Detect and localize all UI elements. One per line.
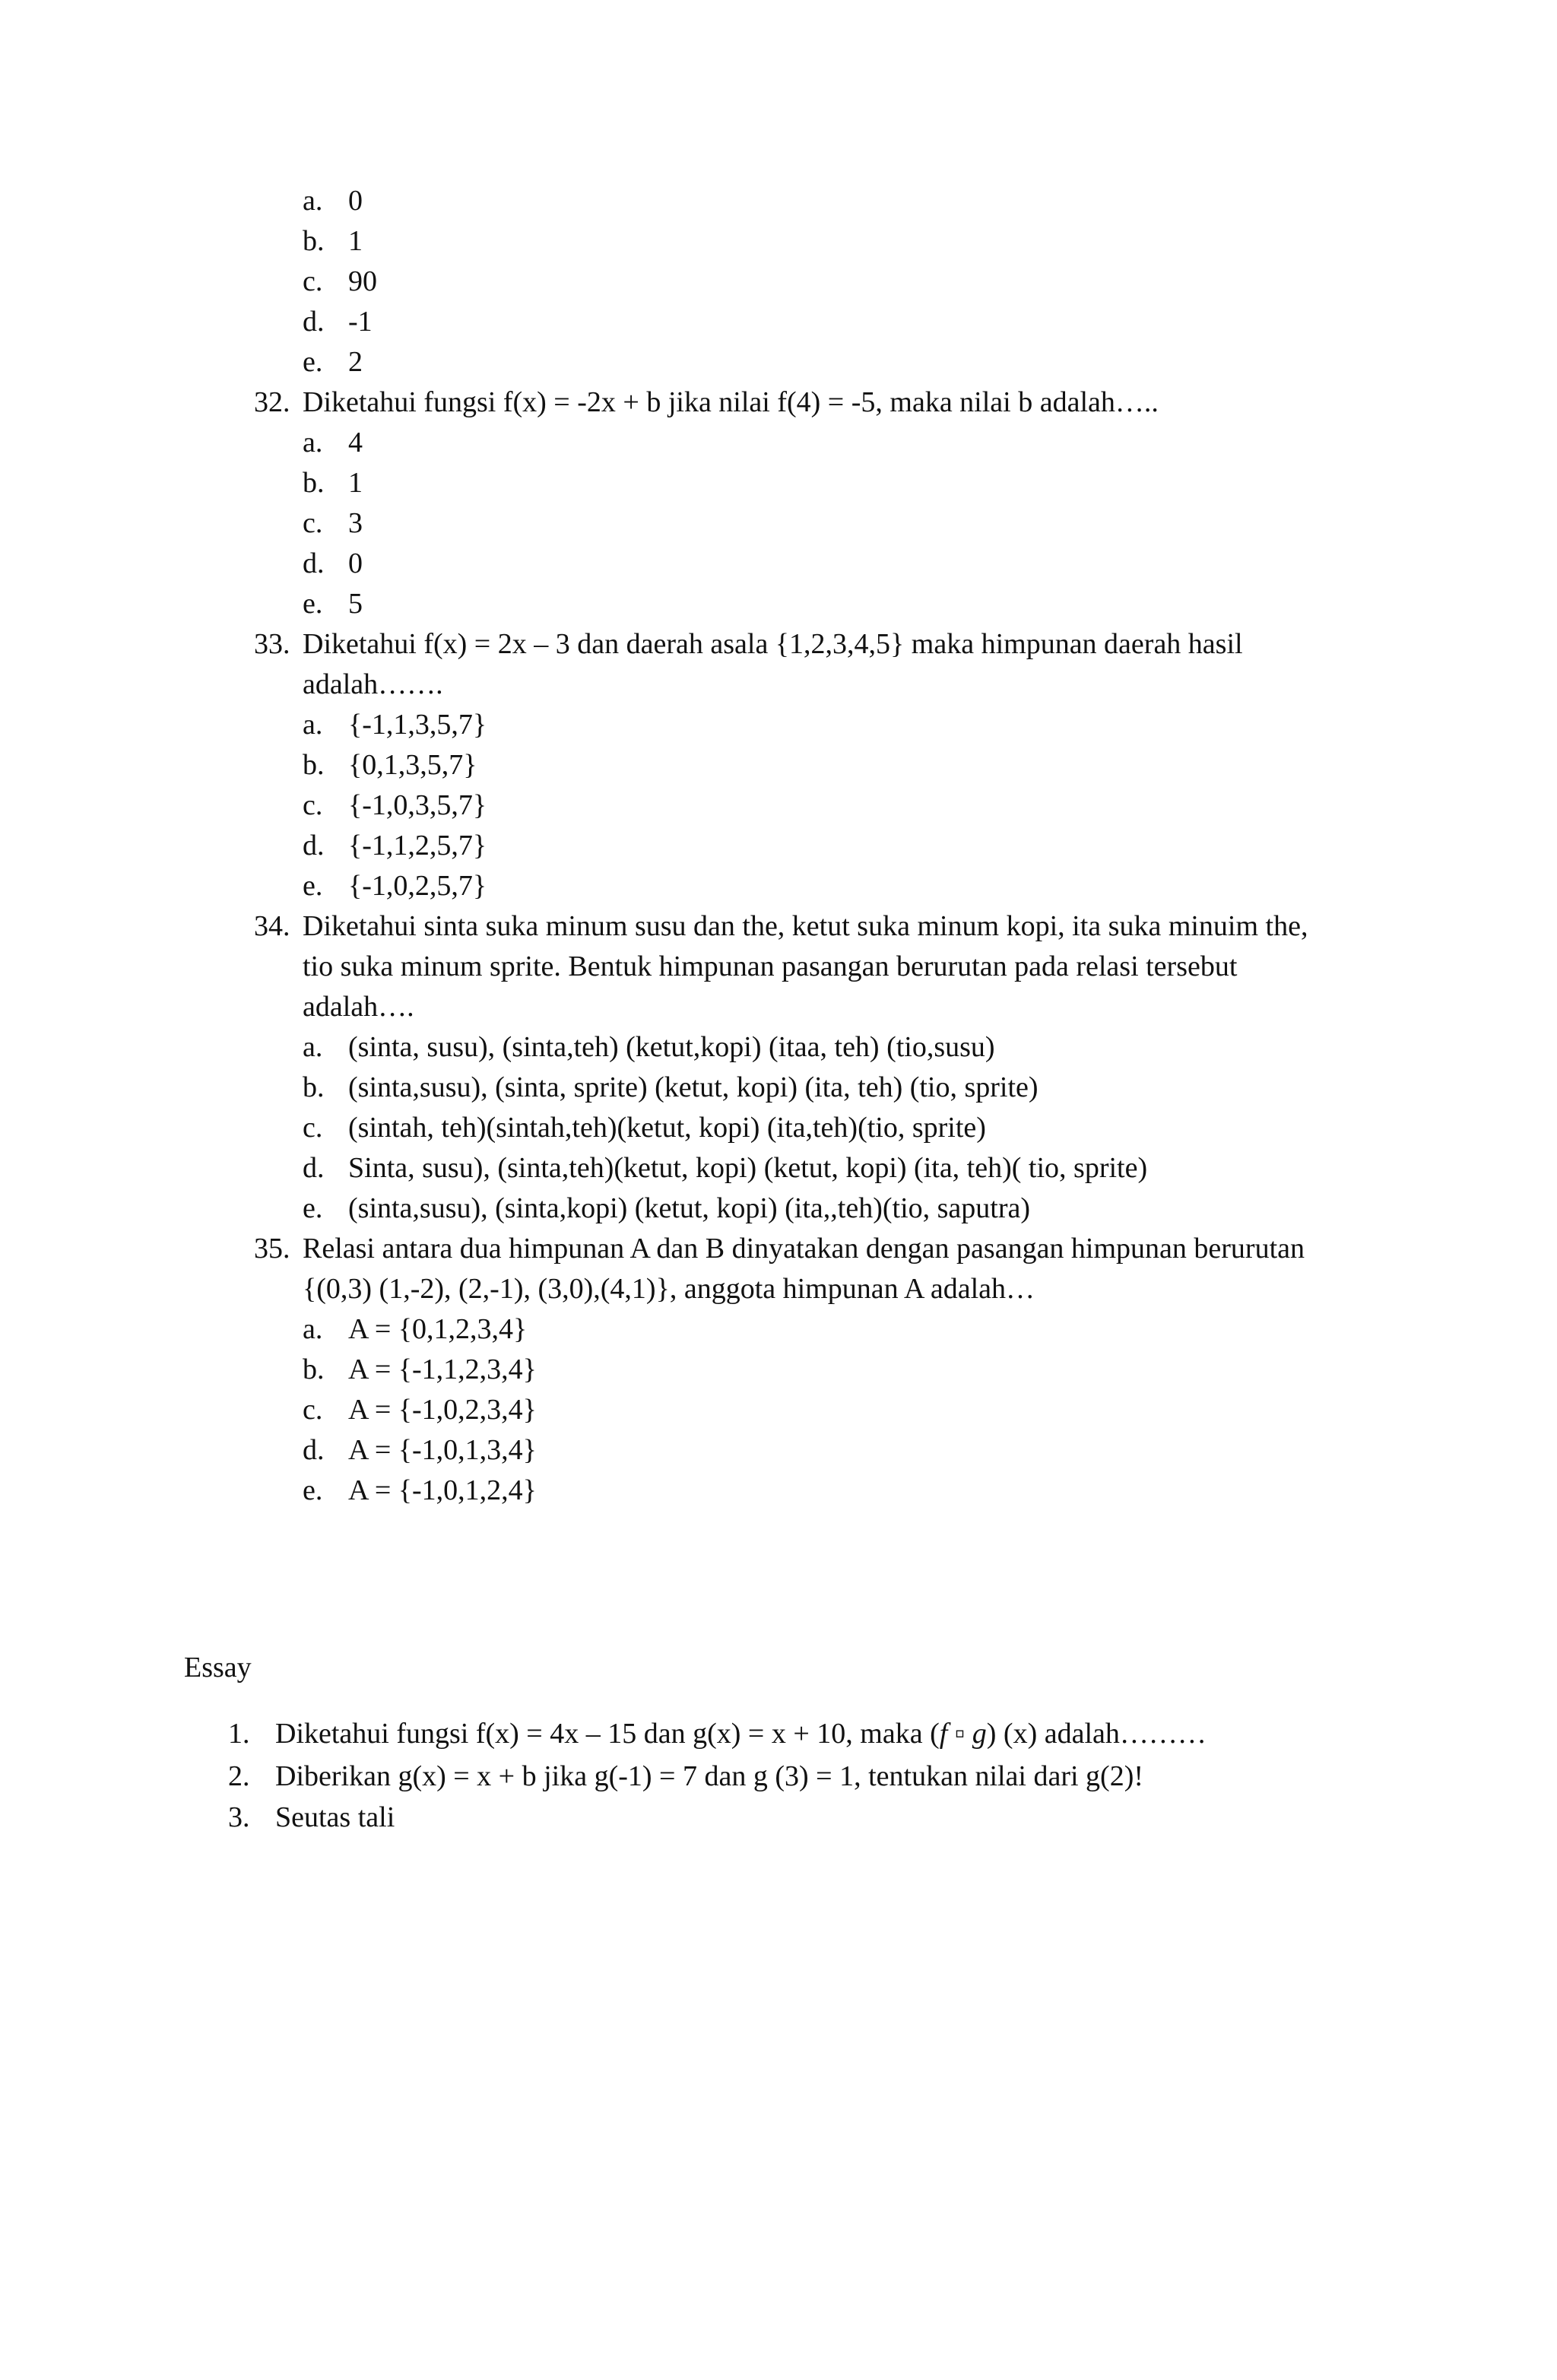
essay-text: Diberikan g(x) = x + b jika g(-1) = 7 dan g (3) = 1, tentukan nilai dari g(2)! [275, 1760, 1144, 1792]
essay-number: 2. [228, 1760, 250, 1792]
question-number: 35. [254, 1233, 290, 1265]
option-letter: c. [303, 1112, 323, 1144]
option-letter: d. [303, 830, 325, 862]
question-text: Relasi antara dua himpunan A dan B dinyatakan dengan pasangan himpunan berurutan [303, 1233, 1305, 1265]
option-text: 5 [348, 588, 363, 620]
option-letter: e. [303, 1192, 323, 1224]
question-text: Diketahui sinta suka minum susu dan the, ketut suka minum kopi, ita suka minuim the, [303, 910, 1308, 942]
option-text: Sinta, susu), (sinta,teh)(ketut, kopi) (ketut, kopi) (ita, teh)( tio, sprite) [348, 1152, 1148, 1184]
essay-text [275, 1714, 1207, 1753]
option-text: 1 [348, 225, 363, 257]
question-text: adalah……. [303, 668, 443, 700]
option-letter: c. [303, 789, 323, 821]
option-letter: e. [303, 1474, 323, 1506]
option-letter: e. [303, 870, 323, 902]
question-text: {(0,3) (1,-2), (2,-1), (3,0),(4,1)}, anggota himpunan A adalah… [303, 1273, 1035, 1305]
essay-text-post: ) (x) adalah……… [986, 1718, 1207, 1750]
option-letter: b. [303, 749, 325, 781]
option-text: 1 [348, 467, 363, 499]
option-text: 2 [348, 346, 363, 378]
question-number: 33. [254, 628, 290, 660]
option-text: (sinta,susu), (sinta,kopi) (ketut, kopi) (ita,,teh)(tio, saputra) [348, 1192, 1031, 1224]
option-text: A = {0,1,2,3,4} [348, 1313, 528, 1345]
option-letter: d. [303, 1152, 325, 1184]
option-text: A = {-1,0,1,3,4} [348, 1434, 537, 1466]
option-text: A = {-1,1,2,3,4} [348, 1353, 537, 1385]
option-letter: c. [303, 265, 323, 297]
essay-number: 1. [228, 1718, 250, 1750]
essay-text-pre: Diketahui fungsi f(x) = 4x – 15 dan g(x) = x + 10, maka ( [275, 1718, 940, 1750]
question-text: Diketahui f(x) = 2x – 3 dan daerah asala {1,2,3,4,5} maka himpunan daerah hasil [303, 628, 1243, 660]
option-letter: b. [303, 1353, 325, 1385]
option-letter: e. [303, 346, 323, 378]
function-f: f [939, 1718, 948, 1750]
option-text: 0 [348, 185, 363, 217]
option-letter: b. [303, 225, 325, 257]
option-letter: a. [303, 1031, 323, 1063]
option-text: {-1,1,3,5,7} [348, 709, 487, 741]
option-text: -1 [348, 306, 373, 338]
option-text: A = {-1,0,1,2,4} [348, 1474, 537, 1506]
option-text: 3 [348, 507, 363, 539]
option-text: {0,1,3,5,7} [348, 749, 477, 781]
option-text: {-1,0,2,5,7} [348, 870, 487, 902]
option-letter: d. [303, 547, 325, 579]
option-text: (sinta,susu), (sinta, sprite) (ketut, kopi) (ita, teh) (tio, sprite) [348, 1071, 1039, 1103]
option-text: 4 [348, 427, 363, 459]
option-letter: c. [303, 507, 323, 539]
option-text: 0 [348, 547, 363, 579]
option-letter: d. [303, 306, 325, 338]
essay-text: Seutas tali [275, 1801, 395, 1833]
option-letter: d. [303, 1434, 325, 1466]
option-letter: e. [303, 588, 323, 620]
question-number: 34. [254, 910, 290, 942]
option-text: (sinta, susu), (sinta,teh) (ketut,kopi) (itaa, teh) (tio,susu) [348, 1031, 995, 1063]
option-letter: a. [303, 1313, 323, 1345]
section-title: Essay [184, 1652, 252, 1683]
option-text: 90 [348, 265, 377, 297]
option-letter: b. [303, 1071, 325, 1103]
question-text: Diketahui fungsi f(x) = -2x + b jika nilai f(4) = -5, maka nilai b adalah….. [303, 386, 1159, 418]
question-number: 32. [254, 386, 290, 418]
option-text: {-1,0,3,5,7} [348, 789, 487, 821]
option-text: A = {-1,0,2,3,4} [348, 1394, 537, 1426]
essay-number: 3. [228, 1801, 250, 1833]
option-text: (sintah, teh)(sintah,teh)(ketut, kopi) (ita,teh)(tio, sprite) [348, 1112, 986, 1144]
option-letter: a. [303, 427, 323, 459]
composition-operator: ▫ [947, 1718, 972, 1750]
option-letter: b. [303, 467, 325, 499]
option-text: {-1,1,2,5,7} [348, 830, 487, 862]
function-g: g [972, 1718, 987, 1750]
question-text: adalah…. [303, 991, 414, 1023]
option-letter: a. [303, 709, 323, 741]
option-letter: a. [303, 185, 323, 217]
question-text: tio suka minum sprite. Bentuk himpunan pasangan berurutan pada relasi tersebut [303, 950, 1238, 982]
option-letter: c. [303, 1394, 323, 1426]
